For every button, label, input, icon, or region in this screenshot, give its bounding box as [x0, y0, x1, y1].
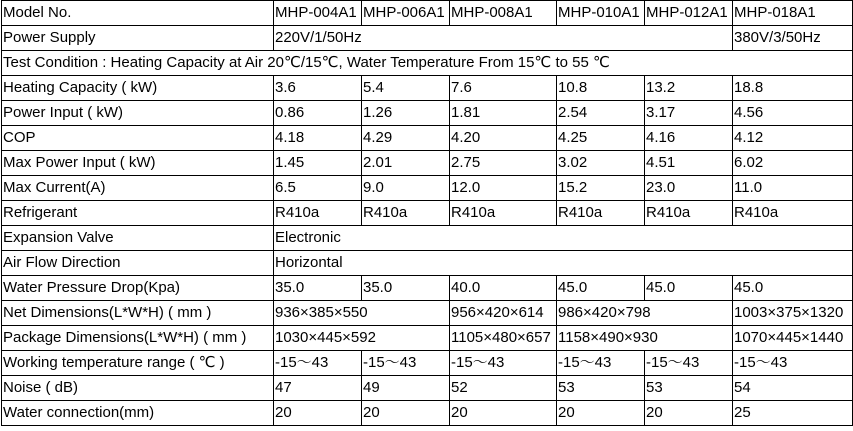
table-cell: 47: [274, 376, 362, 401]
row-label: Air Flow Direction: [2, 251, 274, 276]
table-cell: 1.81: [450, 101, 557, 126]
table-row: [2, 251, 853, 276]
table-cell: 1.45: [274, 151, 362, 176]
row-label: Net Dimensions(L*W*H) ( mm ): [2, 301, 274, 326]
table-cell: 20: [274, 401, 362, 426]
row-label: COP: [2, 126, 274, 151]
table-cell: 18.8: [733, 76, 853, 101]
table-cell: 4.51: [645, 151, 733, 176]
table-cell: -15～43: [557, 351, 645, 376]
table-cell: 936×385×550: [274, 301, 450, 326]
table-cell: 45.0: [733, 276, 853, 301]
table-cell: 40.0: [450, 276, 557, 301]
table-cell: MHP-012A1: [645, 1, 733, 26]
table-cell: 1158×490×930: [557, 326, 733, 351]
table-row: [2, 176, 853, 201]
table-cell: 5.4: [362, 76, 450, 101]
table-row: [2, 201, 853, 226]
row-label: Model No.: [2, 1, 274, 26]
table-cell: -15～43: [362, 351, 450, 376]
table-cell: 6.5: [274, 176, 362, 201]
table-row: [2, 226, 853, 251]
spec-table: [1, 0, 853, 426]
table-row: [2, 351, 853, 376]
table-cell: 20: [362, 401, 450, 426]
table-cell: 986×420×798: [557, 301, 733, 326]
table-row: [2, 126, 853, 151]
table-cell: -15～43: [733, 351, 853, 376]
table-cell: 220V/1/50Hz: [274, 26, 733, 51]
table-cell: 25: [733, 401, 853, 426]
row-label: Working temperature range ( ℃ ): [2, 351, 274, 376]
row-label: Water Pressure Drop(Kpa): [2, 276, 274, 301]
table-cell: MHP-004A1: [274, 1, 362, 26]
table-row: [2, 401, 853, 426]
table-cell: 4.12: [733, 126, 853, 151]
table-cell: 20: [450, 401, 557, 426]
table-cell: MHP-018A1: [733, 1, 853, 26]
table-cell: 4.16: [645, 126, 733, 151]
table-cell: 4.18: [274, 126, 362, 151]
table-cell: -15～43: [450, 351, 557, 376]
table-cell: 7.6: [450, 76, 557, 101]
row-label: Power Supply: [2, 26, 274, 51]
row-label: Heating Capacity ( kW): [2, 76, 274, 101]
table-cell: Electronic: [274, 226, 853, 251]
row-label: Water connection(mm): [2, 401, 274, 426]
table-cell: 10.8: [557, 76, 645, 101]
table-cell: 53: [557, 376, 645, 401]
table-cell: -15～43: [274, 351, 362, 376]
row-label: Noise ( dB): [2, 376, 274, 401]
table-cell: 35.0: [274, 276, 362, 301]
table-cell: 956×420×614: [450, 301, 557, 326]
row-label: Max Power Input ( kW): [2, 151, 274, 176]
table-row: [2, 151, 853, 176]
table-row: [2, 326, 853, 351]
table-cell: 4.25: [557, 126, 645, 151]
table-cell: 12.0: [450, 176, 557, 201]
table-cell: 2.75: [450, 151, 557, 176]
row-label: Package Dimensions(L*W*H) ( mm ): [2, 326, 274, 351]
table-cell: 1070×445×1440: [733, 326, 853, 351]
table-cell: 45.0: [557, 276, 645, 301]
table-cell: 13.2: [645, 76, 733, 101]
table-cell: 6.02: [733, 151, 853, 176]
table-row: [2, 376, 853, 401]
table-cell: 1003×375×1320: [733, 301, 853, 326]
table-cell: R410a: [645, 201, 733, 226]
table-cell: 0.86: [274, 101, 362, 126]
table-cell: 20: [557, 401, 645, 426]
table-cell: 45.0: [645, 276, 733, 301]
table-cell: 3.6: [274, 76, 362, 101]
table-row: [2, 76, 853, 101]
row-label: Expansion Valve: [2, 226, 274, 251]
table-row: [2, 276, 853, 301]
spec-table-body: [2, 1, 853, 426]
row-label: Max Current(A): [2, 176, 274, 201]
table-cell: 4.56: [733, 101, 853, 126]
table-row: [2, 51, 853, 76]
table-cell: MHP-006A1: [362, 1, 450, 26]
table-cell: MHP-008A1: [450, 1, 557, 26]
table-cell: 1.26: [362, 101, 450, 126]
table-cell: 53: [645, 376, 733, 401]
table-cell: 4.20: [450, 126, 557, 151]
table-row: [2, 101, 853, 126]
table-cell: Horizontal: [274, 251, 853, 276]
table-cell: 9.0: [362, 176, 450, 201]
table-row: [2, 1, 853, 26]
table-cell: R410a: [274, 201, 362, 226]
table-row: [2, 26, 853, 51]
row-label: Power Input ( kW): [2, 101, 274, 126]
table-cell: 20: [645, 401, 733, 426]
table-row: [2, 301, 853, 326]
table-cell: 2.01: [362, 151, 450, 176]
table-cell: 11.0: [733, 176, 853, 201]
table-cell: 3.17: [645, 101, 733, 126]
table-cell: 4.29: [362, 126, 450, 151]
table-cell: 54: [733, 376, 853, 401]
table-cell: R410a: [557, 201, 645, 226]
test-condition-note: Test Condition : Heating Capacity at Air 20℃/15℃, Water Temperature From 15℃ to 55 ℃: [2, 51, 853, 76]
table-cell: R410a: [362, 201, 450, 226]
table-cell: 380V/3/50Hz: [733, 26, 853, 51]
table-cell: R410a: [450, 201, 557, 226]
table-cell: 52: [450, 376, 557, 401]
row-label: Refrigerant: [2, 201, 274, 226]
table-cell: 49: [362, 376, 450, 401]
table-cell: R410a: [733, 201, 853, 226]
table-cell: 3.02: [557, 151, 645, 176]
table-cell: 23.0: [645, 176, 733, 201]
table-cell: MHP-010A1: [557, 1, 645, 26]
table-cell: 15.2: [557, 176, 645, 201]
table-cell: -15～43: [645, 351, 733, 376]
table-cell: 1105×480×657: [450, 326, 557, 351]
table-cell: 1030×445×592: [274, 326, 450, 351]
table-cell: 35.0: [362, 276, 450, 301]
table-cell: 2.54: [557, 101, 645, 126]
